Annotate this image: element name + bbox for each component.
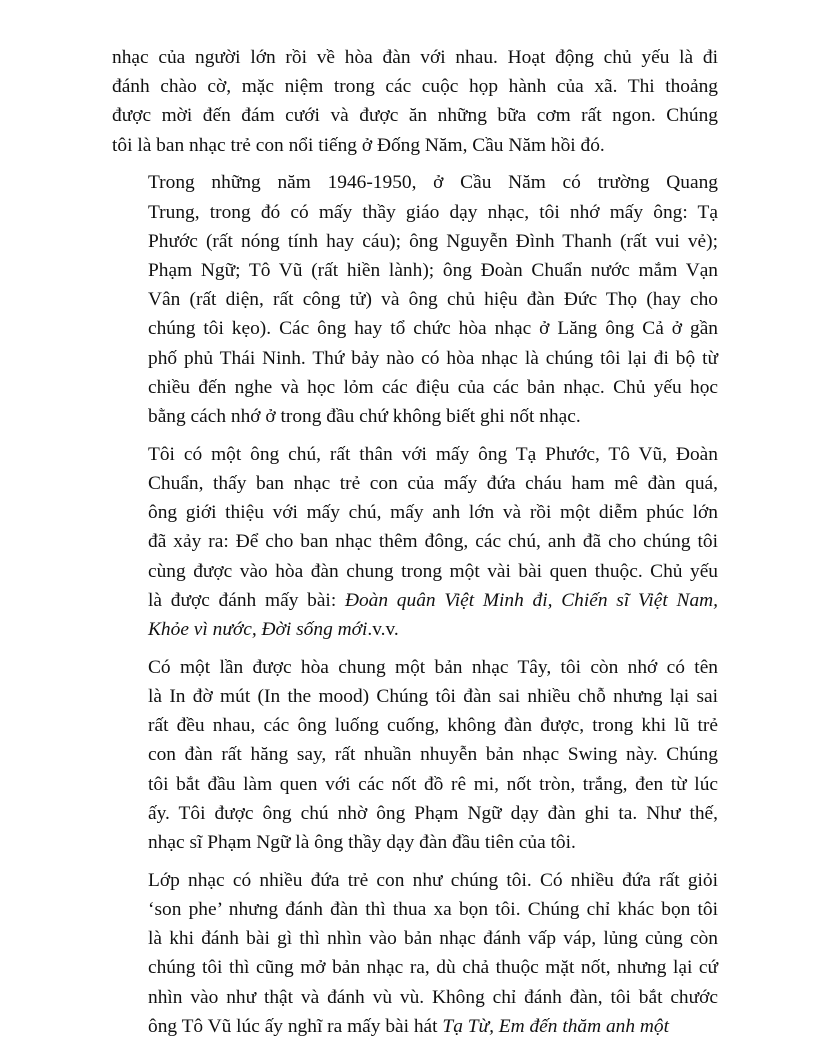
text-line xyxy=(112,828,718,857)
text-line xyxy=(112,469,718,498)
text-line xyxy=(112,168,718,197)
text-run: ông giới thiệu với mấy chú, mấy anh lớn và rồi một diễm phúc lớn xyxy=(148,502,718,524)
text-line xyxy=(112,983,718,1012)
text-line xyxy=(112,256,718,285)
text-run: .v.v. xyxy=(367,619,399,641)
text-line xyxy=(112,440,718,469)
text-run: Chuẩn, thấy ban nhạc trẻ con của mấy đứa cháu ham mê đàn quá, xyxy=(148,473,718,495)
text-run: bằng cách nhớ ở trong đầu chứ không biết ghi nốt nhạc. xyxy=(148,406,581,428)
text-run: Vân (rất diện, rất công tử) và ông chủ hiệu đàn Đức Thọ (hay cho xyxy=(148,289,718,311)
text-line xyxy=(112,924,718,953)
text-line xyxy=(112,227,718,256)
paragraph xyxy=(112,43,718,160)
text-line xyxy=(112,557,718,586)
text-run: rất đều nhau, các ông luống cuống, không đàn được, trong khi lũ trẻ xyxy=(148,715,718,737)
text-line xyxy=(112,72,718,101)
text-line xyxy=(112,43,718,72)
paragraph xyxy=(112,168,718,431)
text-line xyxy=(112,653,718,682)
text-run: là được đánh mấy bài: xyxy=(148,589,345,611)
text-line xyxy=(112,498,718,527)
text-line xyxy=(112,953,718,982)
paragraph xyxy=(112,866,718,1041)
document-page xyxy=(112,43,718,1041)
text-run: Trung, trong đó có mấy thầy giáo dạy nhạc, tôi nhớ mấy ông: Tạ xyxy=(148,201,718,223)
text-line xyxy=(112,586,718,615)
text-line xyxy=(112,895,718,924)
text-line xyxy=(112,344,718,373)
text-line xyxy=(112,682,718,711)
text-run: Lớp nhạc có nhiều đứa trẻ con như chúng tôi. Có nhiều đứa rất giỏi xyxy=(148,869,718,891)
text-run: Có một lần được hòa chung một bản nhạc Tây, tôi còn nhớ có tên xyxy=(148,656,718,678)
text-line xyxy=(112,402,718,431)
italic-title-text: Đoàn quân Việt Minh đi, Chiến sĩ Việt Nam, xyxy=(344,589,718,611)
text-line xyxy=(112,866,718,895)
text-line xyxy=(112,314,718,343)
text-run: tôi bắt đầu làm quen với các nốt đồ rê mi, nốt tròn, trắng, đen từ lúc xyxy=(148,773,718,795)
text-run: ấy. Tôi được ông chú nhờ ông Phạm Ngữ dạy đàn ghi ta. Như thế, xyxy=(148,802,718,824)
text-line xyxy=(112,285,718,314)
text-run: tôi là ban nhạc trẻ con nổi tiếng ở Đống Năm, Cầu Năm hồi đó. xyxy=(112,134,605,156)
text-run: chúng tôi thì cũng mở bản nhạc ra, dù chả thuộc mặt nốt, nhưng lại cứ xyxy=(148,957,718,979)
text-run: Phạm Ngữ; Tô Vũ (rất hiền lành); ông Đoàn Chuẩn nước mắm Vạn xyxy=(148,260,718,282)
text-line xyxy=(112,615,718,644)
text-run: ông Tô Vũ lúc ấy nghĩ ra mấy bài hát xyxy=(148,1015,443,1037)
text-line xyxy=(112,740,718,769)
text-run: nhìn vào như thật và đánh vù vù. Không chỉ đánh đàn, tôi bắt chước xyxy=(148,986,718,1008)
text-line xyxy=(112,131,718,160)
text-run: được mời đến đám cưới và được ăn những bữa cơm rất ngon. Chúng xyxy=(112,105,718,127)
text-run: là In đờ mút (In the mood) Chúng tôi đàn sai nhiều chỗ nhưng lại sai xyxy=(148,686,718,708)
text-run: con đàn rất hăng say, rất nhuần nhuyễn bản nhạc Swing này. Chúng xyxy=(148,744,718,766)
text-line xyxy=(112,373,718,402)
text-run: nhạc sĩ Phạm Ngữ là ông thầy dạy đàn đầu tiên của tôi. xyxy=(148,832,576,854)
text-run: là khi đánh bài gì thì nhìn vào bản nhạc đánh vấp váp, lủng củng còn xyxy=(148,928,718,950)
text-line xyxy=(112,711,718,740)
text-line xyxy=(112,198,718,227)
italic-title-text: Khỏe vì nước, Đời sống mới xyxy=(148,619,368,641)
paragraph xyxy=(112,653,718,857)
text-line xyxy=(112,101,718,130)
text-run: chúng tôi kẹo). Các ông hay tổ chức hòa nhạc ở Lăng ông Cả ở gần xyxy=(148,318,718,340)
text-line xyxy=(112,1012,718,1041)
text-run: chiều đến nghe và học lỏm các điệu của các bản nhạc. Chủ yếu học xyxy=(148,376,718,398)
paragraph xyxy=(112,440,718,644)
text-run: Trong những năm 1946-1950, ở Cầu Năm có trường Quang xyxy=(148,172,718,194)
italic-title-text: Tạ Từ, Em đến thăm anh một xyxy=(442,1015,669,1037)
text-run: cùng được vào hòa đàn chung trong một vài bài quen thuộc. Chủ yếu xyxy=(148,560,718,582)
text-run: Tôi có một ông chú, rất thân với mấy ông Tạ Phước, Tô Vũ, Đoàn xyxy=(148,443,718,465)
text-run: Phước (rất nóng tính hay cáu); ông Nguyễn Đình Thanh (rất vui vẻ); xyxy=(148,230,718,252)
text-run: đã xảy ra: Để cho ban nhạc thêm đông, các chú, anh đã cho chúng tôi xyxy=(148,531,718,553)
text-run: đánh chào cờ, mặc niệm trong các cuộc họp hành của xã. Thi thoảng xyxy=(112,76,718,98)
text-run: ‘son phe’ nhưng đánh đàn thì thua xa bọn tôi. Chúng chỉ khác bọn tôi xyxy=(148,899,718,921)
text-line xyxy=(112,799,718,828)
text-line xyxy=(112,527,718,556)
text-run: phố phủ Thái Ninh. Thứ bảy nào có hòa nhạc là chúng tôi lại đi bộ từ xyxy=(148,347,718,369)
text-run: nhạc của người lớn rồi về hòa đàn với nhau. Hoạt động chủ yếu là đi xyxy=(112,47,718,68)
text-line xyxy=(112,770,718,799)
